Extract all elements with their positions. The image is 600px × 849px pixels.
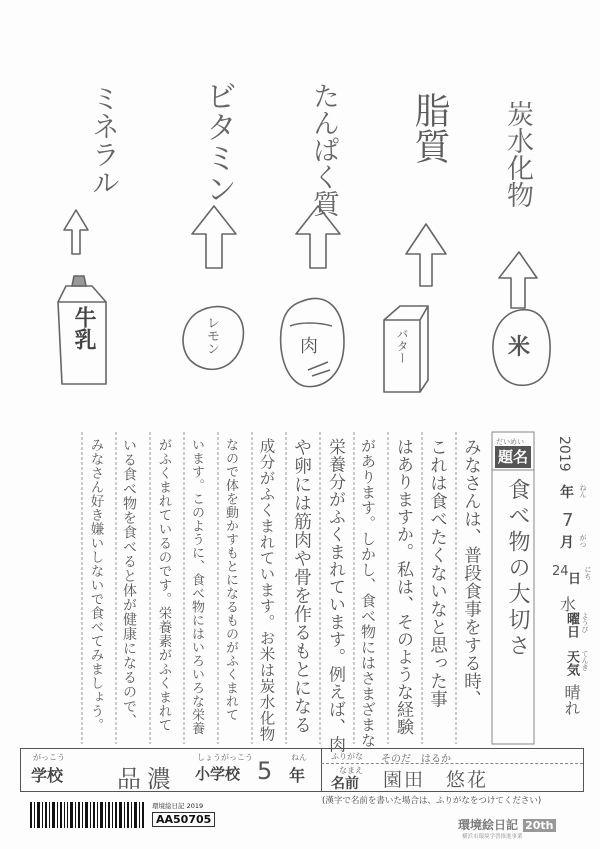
body-column: や卵には筋肉や骨を作るもとになる xyxy=(291,438,312,734)
body-column: はありますか。私は、そのような経験 xyxy=(393,438,413,736)
body-column: があります。しかし、食べ物にはさまざまな xyxy=(359,438,377,748)
day-ruby: にち xyxy=(584,566,592,580)
body-column: 栄養分がふくまれています。例えば、肉 xyxy=(325,438,345,753)
nutrient-label: たんぱく質 xyxy=(308,82,339,217)
year-unit: 年 xyxy=(560,485,574,501)
elem-label: 小学校 xyxy=(195,765,241,783)
weekday-value: 水 xyxy=(560,595,577,614)
body-column: 成分がふくまれています。お米は炭水化物 xyxy=(257,438,276,742)
logo-title-row xyxy=(458,814,556,833)
furigana-note: (漢字で名前を書いた場合は、ふりがなをつけてください) xyxy=(322,796,542,806)
body-column: みなさんは、普段食事をする時、 xyxy=(461,438,482,708)
day-value: 24 xyxy=(552,564,569,579)
food-label: 米 xyxy=(508,335,531,360)
body-column: みなさん好き嫌いしないで食べてみましょう。 xyxy=(87,438,104,732)
date-column xyxy=(546,432,596,744)
school-name: 品濃 xyxy=(117,765,177,793)
weekday-unit: 曜日 xyxy=(564,612,579,638)
grade-ruby: ねん xyxy=(291,753,307,762)
name-ruby: なまえ xyxy=(339,766,363,775)
weather-ruby: てんき xyxy=(581,650,589,671)
nutrient-label: 炭水化物 xyxy=(502,100,533,208)
title-label xyxy=(495,446,531,468)
day-unit: 日 xyxy=(568,572,582,587)
year-ruby: ねん xyxy=(579,484,587,498)
nutrient-label: 脂質 xyxy=(409,92,450,164)
logo-year: 20th xyxy=(525,819,554,832)
barcode-id: AA50705 xyxy=(152,812,215,827)
month-ruby: がつ xyxy=(579,534,587,548)
barcode-block xyxy=(28,800,228,830)
furigana-divider xyxy=(321,763,583,764)
body-column: がふくまれているのです。栄養素がふくまれて xyxy=(155,438,172,732)
body-column: なので体を動かすもとになるものがふくまれて xyxy=(223,438,238,722)
logo-sub: 横浜市環境学習推進事業 xyxy=(462,834,523,840)
furigana-value: そのだ はるか xyxy=(381,754,451,765)
body-column: これは食べたくないなと思った事 xyxy=(427,438,448,708)
weather-value: 晴れ xyxy=(562,684,581,716)
nutrient-label: ビタミン xyxy=(200,80,236,204)
body-column: いる食べ物を食べると体が健康になるので、 xyxy=(121,438,137,728)
month-unit: 月 xyxy=(560,535,574,551)
food-label: バター xyxy=(395,328,409,364)
grade-value: 5 xyxy=(257,757,273,785)
barcode-icon xyxy=(28,800,148,830)
title-label-ruby: だいめい xyxy=(496,438,524,446)
month-value: 7 xyxy=(562,510,574,531)
name-box xyxy=(20,748,584,792)
name-label: 名前 xyxy=(331,776,359,792)
logo xyxy=(458,808,588,844)
food-label: 肉 xyxy=(300,336,318,357)
school-label: 学校 xyxy=(31,766,64,785)
student-name: 園田 悠花 xyxy=(383,769,489,791)
box-divider xyxy=(321,749,322,791)
weekday-ruby: ようび xyxy=(581,612,589,633)
food-label: 牛乳 xyxy=(71,306,96,350)
weather-label: 天気 xyxy=(564,650,579,676)
body-column: います。このように、食べ物にはいろいろな栄養 xyxy=(189,438,204,735)
barcode-title: 環境絵日記 2019 xyxy=(152,802,204,810)
school-ruby: がっこう xyxy=(33,753,65,762)
year-value: 2019 xyxy=(556,436,572,472)
logo-title: 環境絵日記 xyxy=(458,818,519,832)
grade-unit: 年 xyxy=(289,766,306,785)
furigana-label: ふりがな xyxy=(331,752,363,761)
food-label: レモン xyxy=(204,316,219,355)
elem-ruby: しょうがっこう xyxy=(197,753,253,762)
diary-title: 食べ物の大切さ xyxy=(505,478,530,660)
nutrient-label: ミネラル xyxy=(88,84,121,196)
title-label-text: 題名 xyxy=(497,448,528,466)
